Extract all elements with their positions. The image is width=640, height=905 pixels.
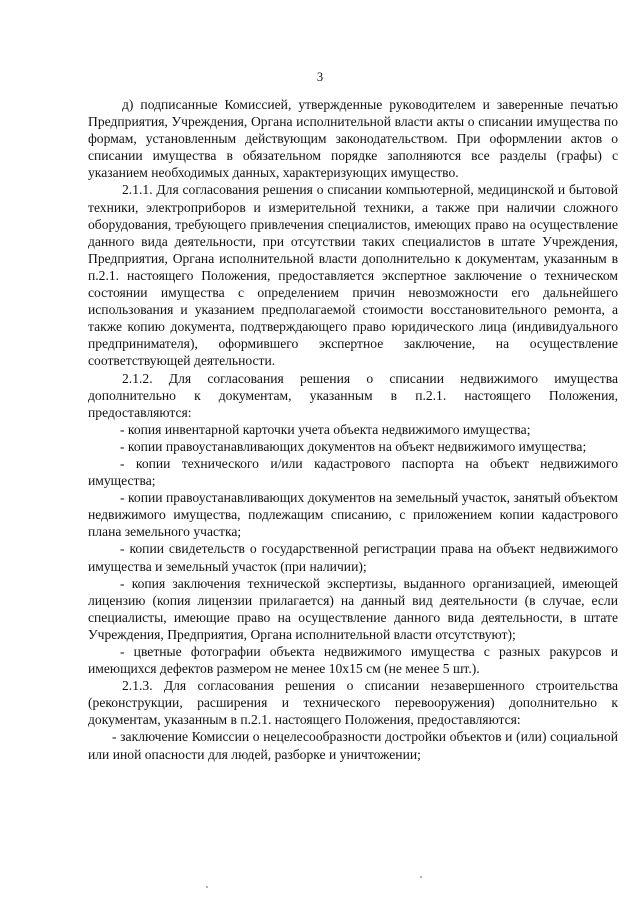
document-body bbox=[88, 96, 618, 763]
list-item: - копии свидетельств о государственной регистрации права на объект недвижимого имущества и земельный участок (при наличии); bbox=[88, 541, 618, 574]
list-item: - копия заключения технической экспертизы, выданного организацией, имеющей лицензию (копия лицензии прилагается) на данный вид деятельности (в случае, если специалисты, имеющие право на осуществление данного вида деятельности, в штате Учреждения, Предприятия, Органа исполнительной власти отсутствуют); bbox=[88, 575, 618, 642]
list-item: - цветные фотографии объекта недвижимого имущества с разных ракурсов и имеющихся дефектов размером не менее 10х15 см (не менее 5 шт.). bbox=[88, 644, 618, 677]
paragraph-d: д) подписанные Комиссией, утвержденные руководителем и заверенные печатью Предприятия, Учреждения, Органа исполнительной власти акты о списании имущества по формам, установленным действующим законодательством. При оформлении актов о списании имущества в обязательном порядке заполняются все разделы (графы) с указанием необходимых данных, характеризующих имущество. bbox=[88, 97, 618, 181]
list-item: - заключение Комиссии о нецелесообразности достройки объектов и (или) социальной или иной опасности для людей, разборке и уничтожении; bbox=[88, 729, 618, 762]
paragraph-2-1-3: 2.1.3. Для согласования решения о списании незавершенного строительства (реконструкции, расширения и технического перевооружения) дополнительно к документам, указанным в п.2.1. настоящего Положения, предоставляются: bbox=[88, 678, 618, 728]
list-item: - копии правоустанавливающих документов на земельный участок, занятый объектом недвижимого имущества, подлежащим списанию, с приложением копии кадастрового плана земельного участка; bbox=[88, 490, 618, 540]
scan-speck bbox=[206, 886, 208, 888]
scan-speck bbox=[420, 876, 422, 878]
list-item: - копии правоустанавливающих документов на объект недвижимого имущества; bbox=[120, 438, 587, 454]
paragraph-2-1-2: 2.1.2. Для согласования решения о списании недвижимого имущества дополнительно к документам, указанным в п.2.1. настоящего Положения, предоставляются: bbox=[88, 370, 618, 420]
paragraph-2-1-1: 2.1.1. Для согласования решения о списании компьютерной, медицинской и бытовой техники, электроприборов и измерительной техники, а также при наличии сложного оборудования, требующего привлечения специалистов, имеющих право на осуществление данного вида деятельности, при отсутствии таких специалистов в штате Учреждения, Предприятия, Органа исполнительной власти дополнительно к документам, указанным в п.2.1. настоящего Положения, предоставляется экспертное заключение о техническом состоянии имущества с определением причин невозможности его дальнейшего использования и указанием предполагаемой стоимости восстановительного ремонта, а также копию документа, подтверждающего право юридического лица (индивидуального предпринимателя), оформившего экспертное заключение, на осуществление соответствующей деятельности. bbox=[88, 182, 618, 369]
list-item: - копия инвентарной карточки учета объекта недвижимого имущества; bbox=[120, 421, 531, 437]
list-item: - копии технического и/или кадастрового паспорта на объект недвижимого имущества; bbox=[88, 455, 618, 489]
page-number: 3 bbox=[316, 70, 324, 84]
